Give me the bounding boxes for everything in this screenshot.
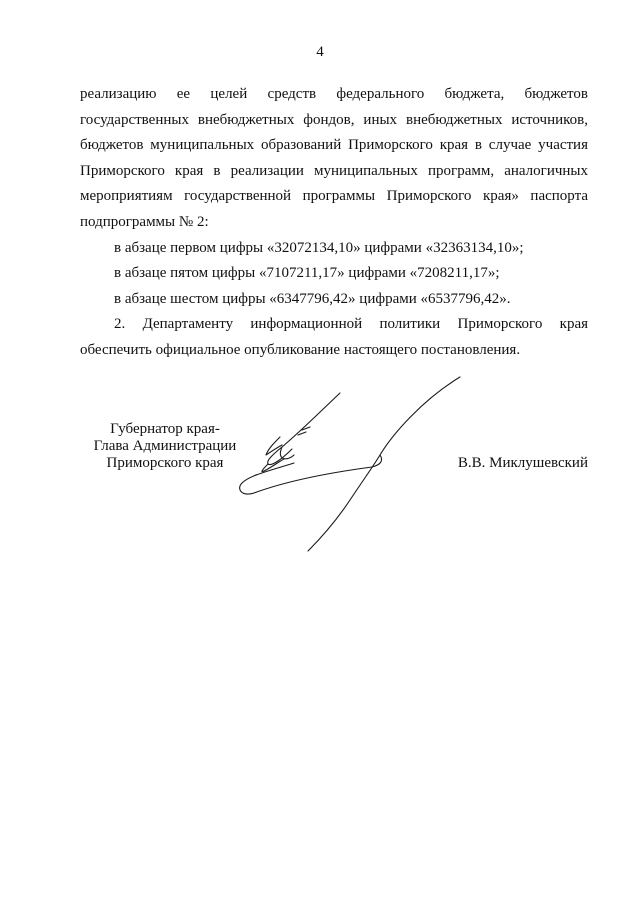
signer-title-line-3: Приморского края [106, 455, 224, 471]
paragraph-amendment-3: в абзаце шестом цифры «6347796,42» цифрами «6537796,42». [114, 290, 511, 307]
signer-title [80, 421, 250, 472]
paragraph-continuation: реализацию ее целей средств федерального бюджета, бюджетов государственных внебюджетных фондов, иных внебюджетных источников, бюджетов муниципальных образований Приморского края в случае участия Приморского края в реализации муниципальных программ, аналогичных мероприятиям государственной программы Приморского края» паспорта подпрограммы № 2: [80, 86, 588, 230]
paragraph-amendment-1: в абзаце первом цифры «32072134,10» цифрами «32363134,10»; [114, 239, 524, 256]
page-number: 4 [316, 44, 324, 60]
signer-name: В.В. Миклушевский [457, 455, 588, 471]
handwritten-signature [232, 375, 472, 555]
paragraph-amendment-2: в абзаце пятом цифры «7107211,17» цифрами «7208211,17»; [114, 265, 500, 282]
signer-title-line-1: Губернатор края- [110, 421, 220, 437]
signer-title-line-2: Глава Администрации [93, 438, 237, 454]
paragraph-instruction: 2. Департаменту информационной политики Приморского края обеспечить официальное опубликование настоящего постановления. [80, 316, 588, 358]
document-body [80, 82, 588, 364]
